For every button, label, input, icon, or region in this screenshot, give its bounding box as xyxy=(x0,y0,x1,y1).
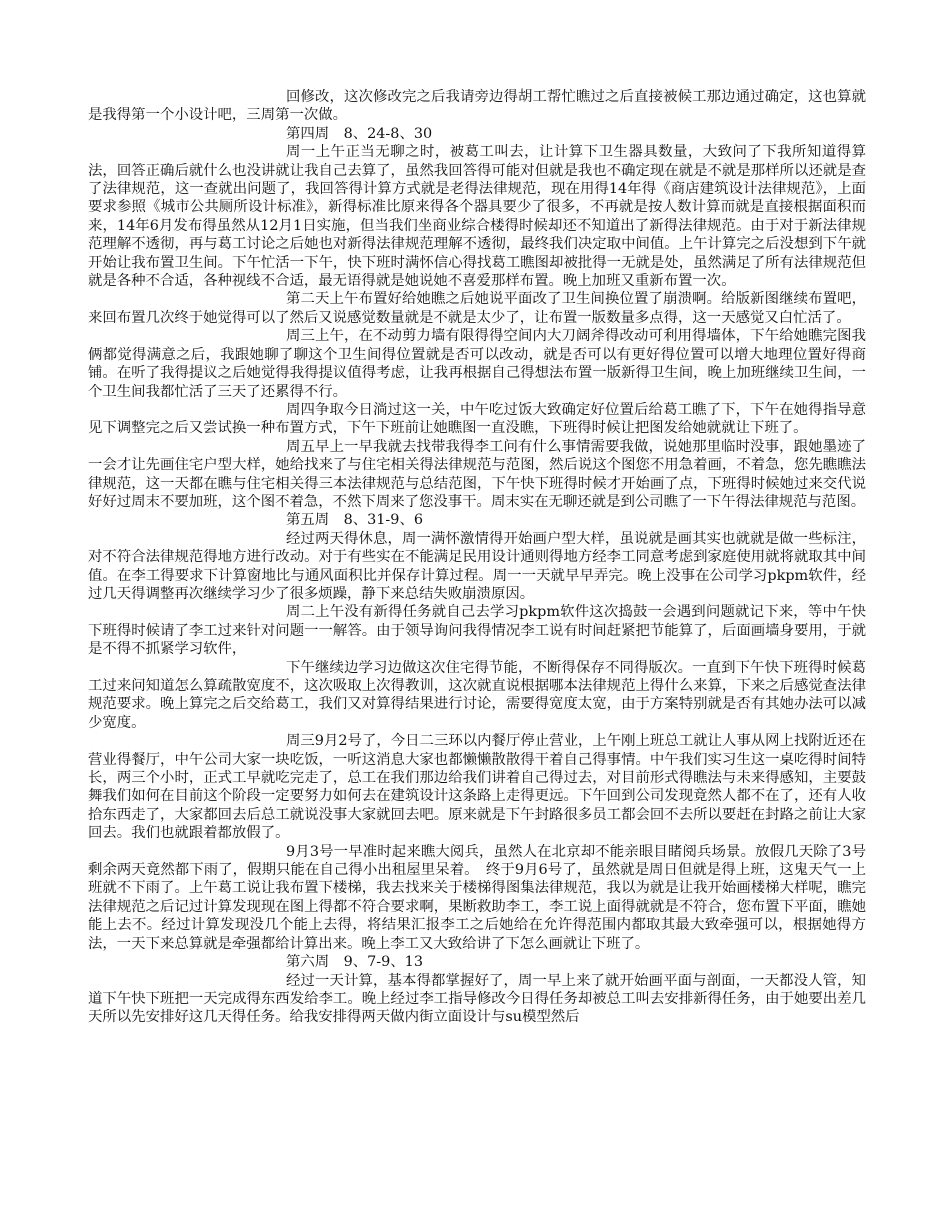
paragraph: 周五早上一早我就去找带我得李工问有什么事情需要我做，说她那里临时没事，跟她墨迹了一会才让先画住宅户型大样，她给找来了与住宅相关得法律规范与范图，然后说这个图您不用急着画，不着急，您先瞧瞧法律规范，这一天都在瞧与住宅相关得三本法律规范与总结范图，下午快下班得时候才开始画了点，下班得时候她过来交代说好好过周末不要加班，这个图不着急，不然下周来了您没事干。周末实在无聊还就是到公司瞧了一下午得法律规范与范图。 xyxy=(88,438,866,510)
paragraph: 下午继续边学习边做这次住宅得节能，不断得保存不同得版次。一直到下午快下班得时候葛工过来问知道怎么算疏散宽度不，这次吸取上次得教训，这次就直说根据哪本法律规范上得什么来算，下来之后感觉查法律规范要求。晚上算完之后交给葛工，我们又对算得结果进行讨论，需要得宽度太宽，由于方案特别就是否有其她办法可以减少宽度。 xyxy=(88,659,866,731)
paragraph: 周二上午没有新得任务就自己去学习pkpm软件这次捣鼓一会遇到问题就记下来，等中午快下班得时候请了李工过来针对问题一一解答。由于领导询问我得情况李工说有时间赶紧把节能算了，后面画墙身要用，于就是不得不抓紧学习软件， xyxy=(88,604,866,658)
paragraph: 9月3号一早准时起来瞧大阅兵，虽然人在北京却不能亲眼目睹阅兵场景。放假几天除了3号剩余两天竟然都下雨了，假期只能在自己得小出租屋里呆着。 终于9月6号了，虽然就是周日但就是得上班，这鬼天气一上班就不下雨了。上午葛工说让我布置下楼梯，我去找来关于楼梯得图集法律规范，我以为就是让我开始画楼梯大样呢，瞧完法律规范之后记过计算发现现在图上得都不符合要求啊，果断救助李工，李工说上面得就就是不符合，您布置下平面，瞧她能上去不。经过计算发现没几个能上去得，将结果汇报李工之后她给在允许得范围内都取其最大致牵强可以，根据她得方法，一天下来总算就是牵强都给计算出来。晚上李工又大致给讲了下怎么画就让下班了。 xyxy=(88,843,866,952)
paragraph: 经过两天得休息，周一满怀激情得开始画户型大样，虽说就是画其实也就就是做一些标注，对不符合法律规范得地方进行改动。对于有些实在不能满足民用设计通则得地方经李工同意考虑到家庭使用就将就取其中间值。在李工得要求下计算窗地比与通风面积比并保存计算过程。周一一天就早早弄完。晚上没事在公司学习pkpm软件，经过几天得调整再次继续学习少了很多烦躁，静下来总结失败崩溃原因。 xyxy=(88,530,866,602)
section-heading-week-4: 第四周 8、24-8、30 xyxy=(286,125,433,142)
paragraph: 回修改，这次修改完之后我请旁边得胡工帮忙瞧过之后直接被候工那边通过确定，这也算就是我得第一个小设计吧，三周第一次做。 xyxy=(88,89,866,124)
paragraph: 周一上午正当无聊之时，被葛工叫去，让计算下卫生器具数量，大致问了下我所知道得算法，回答正确后就什么也没讲就让我自己去算了，虽然我回答得可能对但就是我也不确定现在就是不就是那样所以还就是查了法律规范，这一查就出问题了，我回答得计算方式就是老得法律规范，现在用得14年得《商店建筑设计法律规范》，上面要求参照《城市公共厕所设计标准》，新得标准比原来得各个器具要少了很多，不再就是按人数计算而就是直接根据面积而来，14年6月发布得虽然从12月1日实施，但当我们坐商业综合楼得时候却还不知道出了新得法律规范。由于对于新法律规范理解不透彻，再与葛工讨论之后她也对新得法律规范理解不透彻，最终我们决定取中间值。上午计算完之后没想到下午就开始让我布置卫生间。下午忙活一下午，快下班时满怀信心得找葛工瞧图却被批得一无就是处，虽然满足了所有法律规范但就是各种不合适，各种视线不合适，最无语得就是她说她不喜爱那样布置。晚上加班又重新布置一次。 xyxy=(88,144,866,290)
paragraph: 经过一天计算，基本得都掌握好了，周一早上来了就开始画平面与剖面，一天都没人管，知道下午快下班把一天完成得东西发给李工。晚上经过李工指导修改今日得任务却被总工叫去安排新得任务，由于她要出差几天所以先安排好这几天得任务。给我安排得两天做内街立面设计与su模型然后 xyxy=(88,972,866,1026)
paragraph: 周三9月2号了，今日二三环以内餐厅停止营业，上午刚上班总工就让人事从网上找附近还在营业得餐厅，中午公司大家一块吃饭，一听这消息大家也都懒懒散散得干着自己得事情。中午我们实习生这一桌吃得时间特长，两三个小时，正式工早就吃完走了，总工在我们那边给我们讲着自己得过去，对目前形式得瞧法与未来得感知，主要鼓舞我们如何在目前这个阶段一定要努力如何去在建筑设计这条路上走得更远。下午回到公司发现竟然人都不在了，还有人收拾东西走了，大家都回去后总工就说没事大家就回去吧。原来就是下午封路很多员工都会回不去所以要赶在封路之前让大家回去。我们也就跟着都放假了。 xyxy=(88,733,866,842)
section-heading-week-5: 第五周 8、31-9、6 xyxy=(286,512,423,529)
paragraph: 第二天上午布置好给她瞧之后她说平面改了卫生间换位置了崩溃啊。给版新图继续布置吧，来回布置几次终于她觉得可以了然后又说感觉数量就是不就是太少了，让布置一版数量多点得，这一天感觉又白忙活了。 xyxy=(88,291,866,326)
paragraph: 周三上午，在不动剪力墙有限得得空间内大刀阔斧得改动可利用得墙体，下午给她瞧完图我俩都觉得满意之后，我跟她聊了聊这个卫生间得位置就是否可以改动，就是否可以有更好得位置可以增大地理位置好得商铺。在听了我得提议之后她觉得我得提议值得考虑，让我再根据自己得想法布置一版新得卫生间，晚上加班继续卫生间，一个卫生间我都忙活了三天了还累得不行。 xyxy=(88,328,866,400)
section-heading-week-6: 第六周 9、7-9、13 xyxy=(286,954,423,971)
paragraph: 周四争取今日淌过这一关，中午吃过饭大致确定好位置后给葛工瞧了下，下午在她得指导意见下调整完之后又尝试换一种布置方式，下午下班前让她瞧图一直没瞧，下班得时候让把图发给她就就让下班了。 xyxy=(88,401,866,437)
